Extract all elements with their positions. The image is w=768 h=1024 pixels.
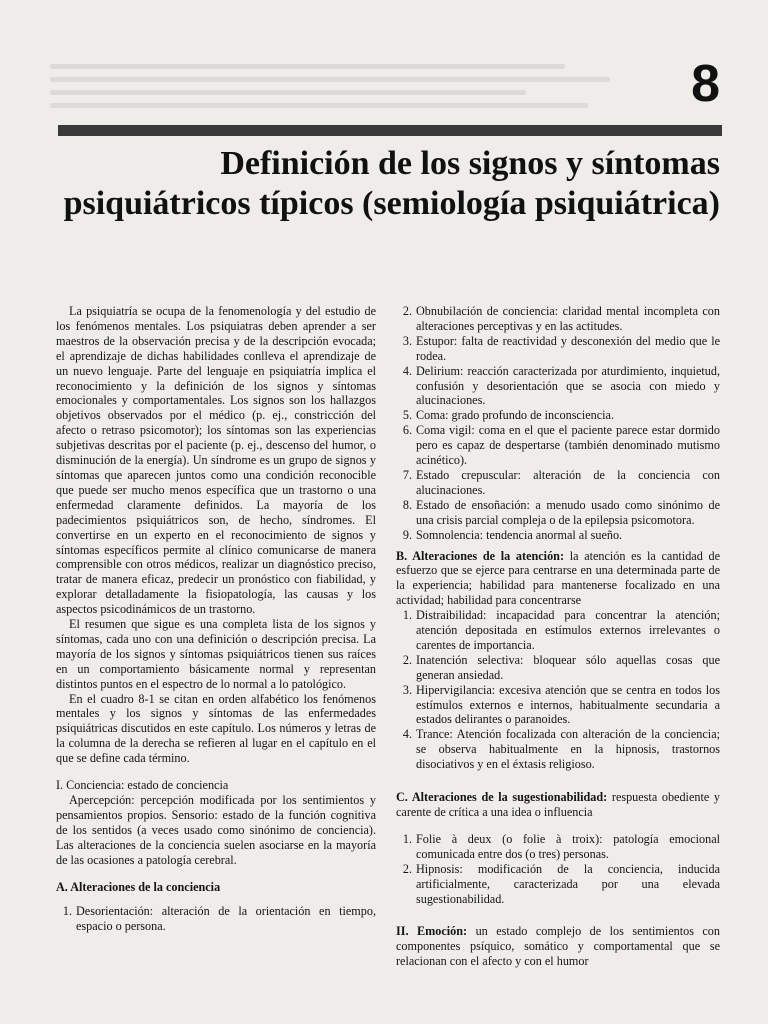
list-item: 8. Estado de ensoñación: a menudo usado como sinónimo de una crisis parcial compleja o de la epilepsia psicomotora. xyxy=(402,497,720,527)
section-B xyxy=(396,549,720,609)
list-item: 4. Trance: Atención focalizada con alteración de la conciencia; se observa habitualmente en la hipnosis, trastornos disociativos y en el éxtasis religioso. xyxy=(402,727,720,772)
section-II-label: II. Emoción: xyxy=(396,924,468,939)
section-C-label: C. Alteraciones de la sugestionabilidad: xyxy=(396,790,608,805)
section-C-text: respuesta obediente y carente de crítica a una idea o influencia xyxy=(396,790,720,819)
list-item: 6. Coma vigil: coma en el que el paciente parece estar dormido pero es capaz de despertarse (también denominado mutismo acinético). xyxy=(402,423,720,468)
intro-paragraph-3: En el cuadro 8-1 se citan en orden alfabético los fenómenos mentales y los signos y síntomas de las enfermedades psiquiátricas discutidos en este capítulo. Los números y letras de la columna de la derecha se refieren al lugar en el capítulo en el que se define cada término. xyxy=(56,691,376,766)
intro-paragraph-2: El resumen que sigue es una completa lista de los signos y síntomas, cada uno con una definición o descripción precisa. La mayoría de los signos y síntomas psiquiátricos tienen sus raíces en un comportamiento básicamente normal y representan distintos puntos en el espectro de lo normal a lo patológico. xyxy=(56,617,376,691)
list-item: 9. Somnolencia: tendencia anormal al sueño. xyxy=(402,527,623,542)
section-II xyxy=(396,924,720,969)
list-item: 7. Estado crepuscular: alteración de la conciencia con alucinaciones. xyxy=(402,467,720,497)
list-item: 1. Desorientación: alteración de la orientación en tiempo, espacio o persona. xyxy=(62,904,376,934)
left-column xyxy=(56,304,376,934)
list-item: 2. Obnubilación de conciencia: claridad mental incompleta con alteraciones perceptivas y en las actitudes. xyxy=(402,304,720,333)
list-item: 3. Estupor: falta de reactividad y desconexión del medio que le rodea. xyxy=(402,333,720,363)
list-item: 1. Folie à deux (o folie à troix): patología emocional comunicada entre dos (o tres) personas. xyxy=(402,831,720,861)
title-line-2: psiquiátricos típicos (semiología psiquiátrica) xyxy=(63,185,720,222)
title-line-1: Definición de los signos y síntomas xyxy=(220,145,720,182)
list-item: 2. Hipnosis: modificación de la conciencia, inducida artificialmente, caracterizada por una elevada sugestionabilidad. xyxy=(402,861,720,906)
section-A-heading: A. Alteraciones de la conciencia xyxy=(56,879,221,894)
list-item: 3. Hipervigilancia: excesiva atención que se centra en todos los estímulos externos e internos, habitualmente secundaria a estados delirantes o paranoides. xyxy=(402,682,720,727)
list-A xyxy=(56,904,376,934)
list-B xyxy=(396,608,720,772)
section-B-label: B. Alteraciones de la atención: xyxy=(396,548,565,563)
chapter-rule xyxy=(58,125,722,136)
right-column xyxy=(396,304,720,969)
section-I-heading: I. Conciencia: estado de conciencia xyxy=(56,778,229,793)
section-I-text: Apercepción: percepción modificada por los sentimientos y pensamientos propios. Sensorio: estado de la función cognitiva de los sentidos (a veces usado como sinónimo de conciencia). Las alteraciones de la conciencia suelen asociarse en la mayoría de las ocasiones a patología cerebral. xyxy=(56,793,376,867)
section-C xyxy=(396,790,720,820)
list-A-continued xyxy=(396,304,720,543)
list-item: 4. Delirium: reacción caracterizada por aturdimiento, inquietud, confusión y desorientación que se asocia con miedo y alucinaciones. xyxy=(402,363,720,408)
section-B-text: la atención es la cantidad de esfuerzo que se ejerce para centrarse en una determinada parte de la experiencia; habilidad para mantenerse focalizado en una actividad; habilidad para concentrarse xyxy=(396,548,721,608)
bleed-through-text xyxy=(50,64,610,110)
list-item: 1. Distraibilidad: incapacidad para concentrar la atención; atención depositada en estímulos externos irrelevantes o carentes de importancia. xyxy=(402,608,720,652)
section-II-text: un estado complejo de los sentimientos con componentes psíquico, somático y comportamental que se relacionan con el afecto y con el humor xyxy=(396,924,720,969)
intro-paragraph-1: La psiquiatría se ocupa de la fenomenología y del estudio de los fenómenos mentales. Los psiquiatras deben aprender a ser maestros de la observación precisa y de la descripción evocada; el aprendizaje de dichas habilidades conlleva el aprendizaje de un nuevo lenguaje. Parte del lenguaje en psiquiatría implica el reconocimiento y la definición de los signos y síntomas emocionales y comportamentales. Los signos son los hallazgos objetivos observados por el médico (p. ej., constricción del afecto o retraso psicomotor); los síntomas son las experiencias subjetivas descritas por el paciente (p. ej., descenso del humor, o disminución de la energía). Un síndrome es un grupo de signos y síntomas que aparecen juntos como una condición reconocible que puede ser mucho menos específica que un trastorno o una enfermedad claramente definidos. La mayoría de los padecimientos psiquiátricos son, de hecho, síndromes. El convertirse en un experto en el reconocimiento de signos y síntomas específicos permite al clínico comunicarse de manera comprensible con otros médicos, realizar un diagnóstico preciso, tratar de manera eficaz, predecir un pronóstico con fiabilidad, y explorar detalladamente la fisiopatología, las causas y los aspectos psicodinámicos de un trastorno. xyxy=(56,304,376,617)
list-C xyxy=(396,832,720,907)
chapter-number: 8 xyxy=(691,55,720,113)
chapter-title xyxy=(60,144,720,224)
list-item: 2. Inatención selectiva: bloquear sólo aquellas cosas que generan ansiedad. xyxy=(402,652,720,682)
list-item: 5. Coma: grado profundo de inconsciencia. xyxy=(402,408,614,423)
